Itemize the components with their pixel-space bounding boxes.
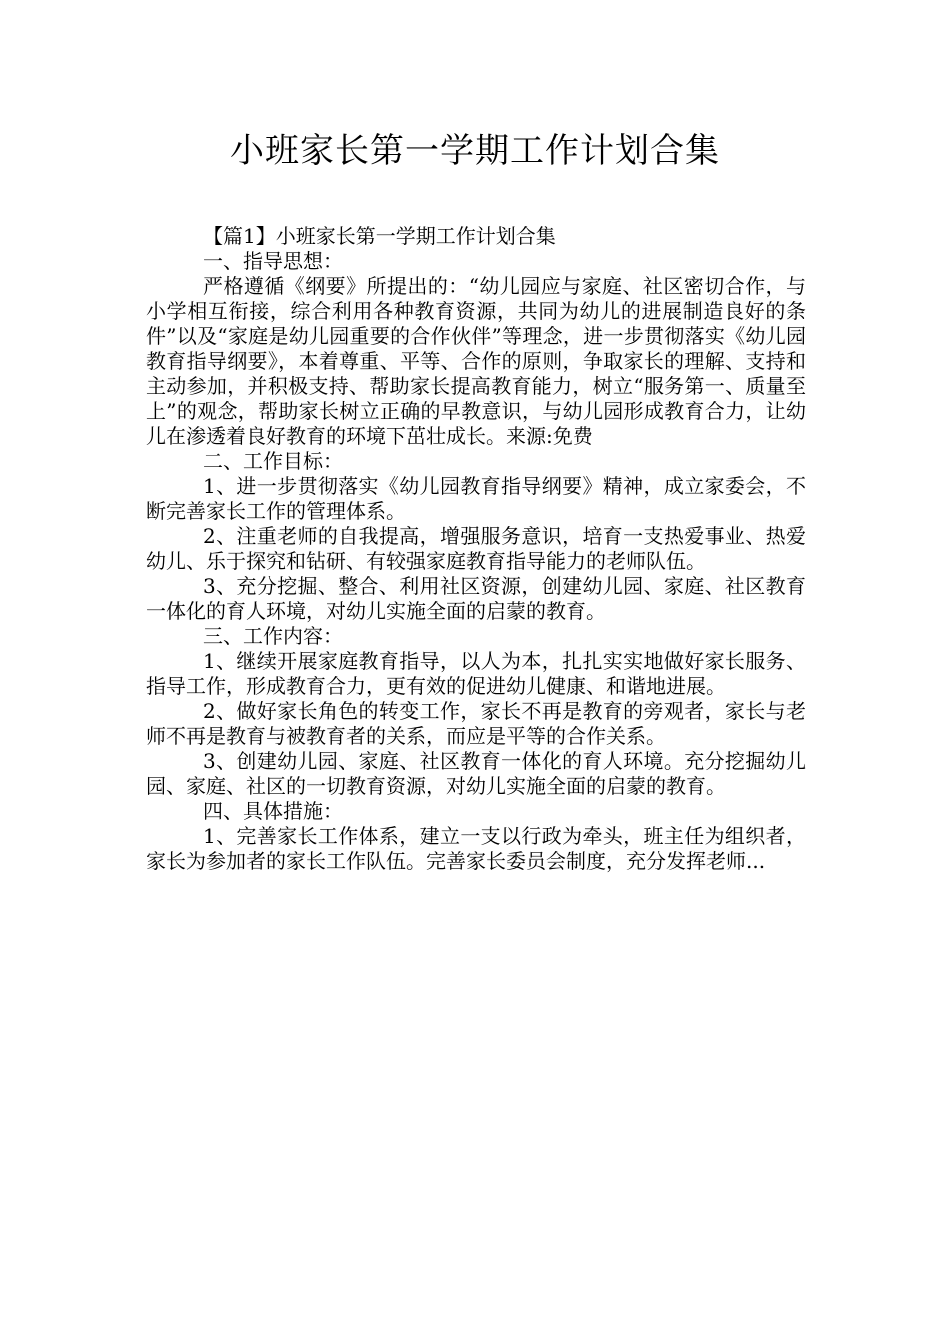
document-body bbox=[146, 224, 806, 874]
paragraph-guiding-ideology: 严格遵循《纲要》所提出的：“幼儿园应与家庭、社区密切合作，与小学相互衔接，综合利用各种教育资源，共同为幼儿的进展制造良好的条件”以及“家庭是幼儿园重要的合作伙伴”等理念，进一步贯彻落实《幼儿园教育指导纲要》，本着尊重、平等、合作的原则，争取家长的理解、支持和主动参加，并积极支持、帮助家长提高教育能力，树立“服务第一、质量至上”的观念，帮助家长树立正确的早教意识，与幼儿园形成教育合力，让幼儿在渗透着良好教育的环境下茁壮成长。来源:免费 bbox=[146, 274, 806, 448]
section-heading-article: 【篇1】小班家长第一学期工作计划合集 bbox=[203, 224, 556, 248]
section-heading-work-content: 三、工作内容： bbox=[203, 624, 343, 648]
section-heading-guiding-ideology: 一、指导思想： bbox=[203, 249, 343, 273]
section-heading-work-goals: 二、工作目标： bbox=[203, 449, 343, 473]
section-heading-measures: 四、具体措施： bbox=[203, 799, 343, 823]
paragraph-measure-1: 1、完善家长工作体系，建立一支以行政为牵头，班主任为组织者，家长为参加者的家长工作队伍。完善家长委员会制度，充分发挥老师... bbox=[146, 824, 806, 873]
paragraph-goal-2: 2、注重老师的自我提高，增强服务意识，培育一支热爱事业、热爱幼儿、乐于探究和钻研、有较强家庭教育指导能力的老师队伍。 bbox=[146, 524, 806, 573]
paragraph-content-3: 3、创建幼儿园、家庭、社区教育一体化的育人环境。充分挖掘幼儿园、家庭、社区的一切教育资源，对幼儿实施全面的启蒙的教育。 bbox=[146, 749, 806, 798]
paragraph-goal-3: 3、充分挖掘、整合、利用社区资源，创建幼儿园、家庭、社区教育一体化的育人环境，对幼儿实施全面的启蒙的教育。 bbox=[146, 574, 806, 623]
paragraph-goal-1: 1、进一步贯彻落实《幼儿园教育指导纲要》精神，成立家委会，不断完善家长工作的管理体系。 bbox=[146, 474, 806, 523]
paragraph-content-2: 2、做好家长角色的转变工作，家长不再是教育的旁观者，家长与老师不再是教育与被教育者的关系，而应是平等的合作关系。 bbox=[146, 699, 806, 748]
paragraph-content-1: 1、继续开展家庭教育指导，以人为本，扎扎实实地做好家长服务、指导工作，形成教育合力，更有效的促进幼儿健康、和谐地进展。 bbox=[146, 649, 806, 698]
document-title: 小班家长第一学期工作计划合集 bbox=[230, 131, 720, 171]
